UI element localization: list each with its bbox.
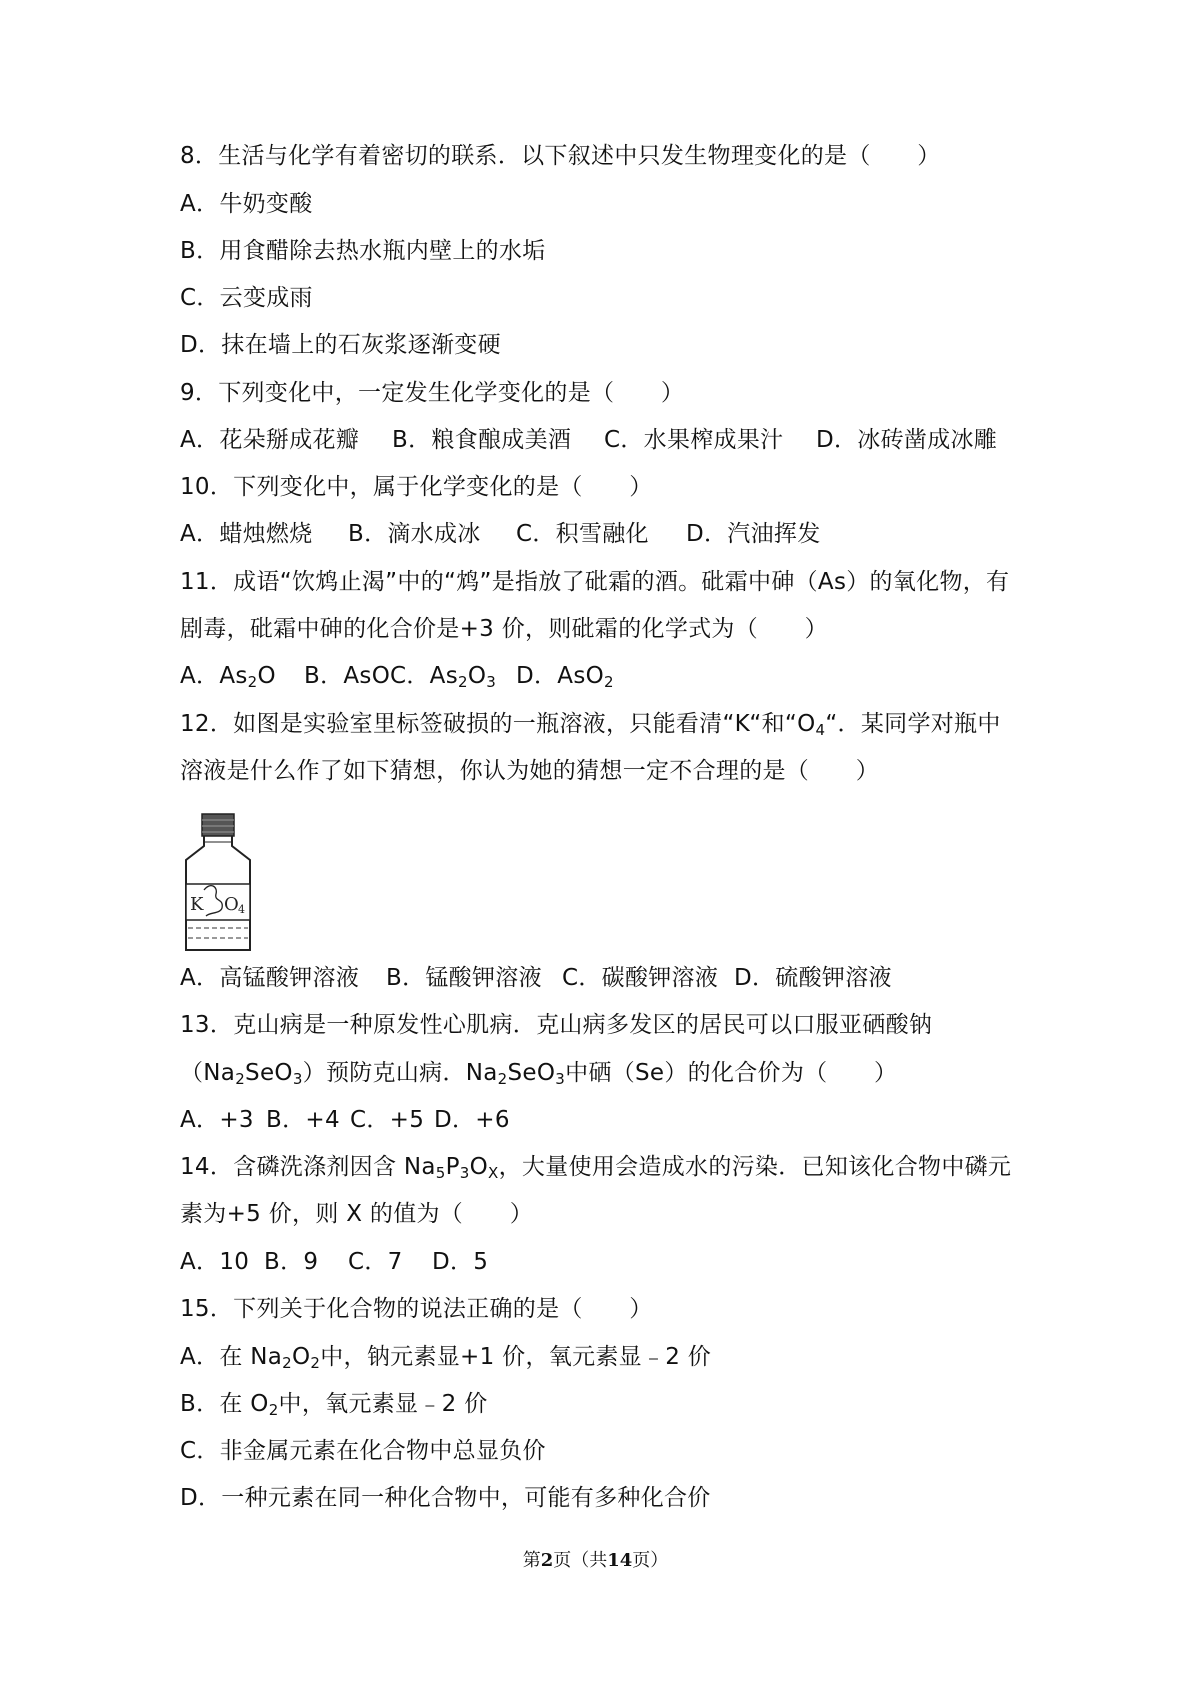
question-13-option-a: A．+3 xyxy=(180,1107,254,1133)
question-15-option-a: A．在 $Na_2O_2$中，钠元素显+1 价，氧元素显﹣2 价 xyxy=(180,1344,712,1372)
question-12-option-b: B．锰酸钾溶液 xyxy=(386,965,542,991)
question-8-option-b: B．用食醋除去热水瓶内壁上的水垢 xyxy=(180,238,546,264)
question-10-option-b: B．滴水成冰 xyxy=(348,521,481,547)
question-8-option-c: C．云变成雨 xyxy=(180,285,313,311)
question-10-options xyxy=(180,518,1060,550)
question-15-option-b: B．在 $O_2$中，氧元素显﹣2 价 xyxy=(180,1391,488,1419)
question-9-stem: 9．下列变化中，一定发生化学变化的是（ ） xyxy=(180,380,685,406)
question-9-option-c: C．水果榨成果汁 xyxy=(604,427,784,453)
bottle-label-o: O xyxy=(224,894,239,915)
question-9-option-d: D．冰砖凿成冰雕 xyxy=(816,427,998,453)
question-11-option-d: D．AsO$_2$ xyxy=(516,663,614,691)
question-11-options xyxy=(180,660,1060,692)
question-14-option-a: A．10 xyxy=(180,1249,250,1275)
question-13-option-c: C．+5 xyxy=(350,1107,425,1133)
question-8-option-d: D．抹在墙上的石灰浆逐渐变硬 xyxy=(180,332,501,358)
question-12-options xyxy=(180,962,1060,994)
question-10-stem: 10．下列变化中，属于化学变化的是（ ） xyxy=(180,474,653,500)
question-14-stem-line-2: 素为+5 价，则 X 的值为（ ） xyxy=(180,1201,533,1227)
bottle-label-subscript: 4 xyxy=(238,903,245,916)
question-14-option-b: B．9 xyxy=(264,1249,319,1275)
question-10-option-d: D．汽油挥发 xyxy=(686,521,821,547)
question-9-options xyxy=(180,424,1060,456)
question-8-option-a: A．牛奶变酸 xyxy=(180,191,313,217)
question-14-stem-line-1: 14．含磷洗涤剂因含 $Na_5P_3O_X$，大量使用会造成水的污染．已知该化合物中磷元 xyxy=(180,1154,1012,1182)
question-15-option-c: C．非金属元素在化合物中总显负价 xyxy=(180,1438,546,1464)
question-10-option-a: A．蜡烛燃烧 xyxy=(180,521,313,547)
question-10-option-c: C．积雪融化 xyxy=(516,521,649,547)
question-12-stem-line-2: 溶液是什么作了如下猜想，你认为她的猜想一定不合理的是（ ） xyxy=(180,758,879,784)
footer-page-number: 2 xyxy=(540,1550,554,1571)
question-13-stem-line-2: $(Na_2SeO_3)$预防克山病．$Na_2SeO_3$中硒（Se）的化合价为（ ） xyxy=(180,1060,898,1088)
question-13-option-d: D．+6 xyxy=(434,1107,510,1133)
footer-total-pages: 14 xyxy=(607,1550,633,1571)
question-8-stem: 8．生活与化学有着密切的联系．以下叙述中只发生物理变化的是（ ） xyxy=(180,143,941,169)
question-14-option-d: D．5 xyxy=(432,1249,489,1275)
reagent-bottle-figure xyxy=(180,812,256,954)
question-13-stem-line-1: 13．克山病是一种原发性心肌病．克山病多发区的居民可以口服亚硒酸钠 xyxy=(180,1012,933,1038)
question-13-option-b: B．+4 xyxy=(266,1107,340,1133)
question-11-stem-line-2: 剧毒，砒霜中砷的化合价是+3 价，则砒霜的化学式为（ ） xyxy=(180,616,828,642)
question-11-option-b: B．AsO xyxy=(304,663,391,689)
question-14-option-c: C．7 xyxy=(348,1249,403,1275)
question-11-option-a: A．$As_2O$ xyxy=(180,663,276,691)
page-footer: 第2页（共14页） xyxy=(522,1550,669,1571)
question-12-stem-line-1: 12．如图是实验室里标签破损的一瓶溶液，只能看清“K“和“$O_4“$．某同学对瓶中 xyxy=(180,711,1001,739)
question-9-option-a: A．花朵掰成花瓣 xyxy=(180,427,360,453)
question-11-option-c: C．$As_2O_3$ xyxy=(390,663,497,691)
question-14-options xyxy=(180,1246,1060,1278)
question-13-options xyxy=(180,1104,1060,1136)
question-15-stem: 15．下列关于化合物的说法正确的是（ ） xyxy=(180,1296,653,1322)
question-9-option-b: B．粮食酿成美酒 xyxy=(392,427,572,453)
bottle-label-k: K xyxy=(190,894,204,915)
question-12-option-a: A．高锰酸钾溶液 xyxy=(180,965,360,991)
question-12-option-d: D．硫酸钾溶液 xyxy=(734,965,892,991)
question-15-option-d: D．一种元素在同一种化合物中，可能有多种化合价 xyxy=(180,1485,711,1511)
question-11-stem-line-1: 11．成语“饮鸩止渴”中的“鸩”是指放了砒霜的酒。砒霜中砷（As）的氧化物，有 xyxy=(180,569,1010,595)
question-12-option-c: C．碳酸钾溶液 xyxy=(562,965,719,991)
